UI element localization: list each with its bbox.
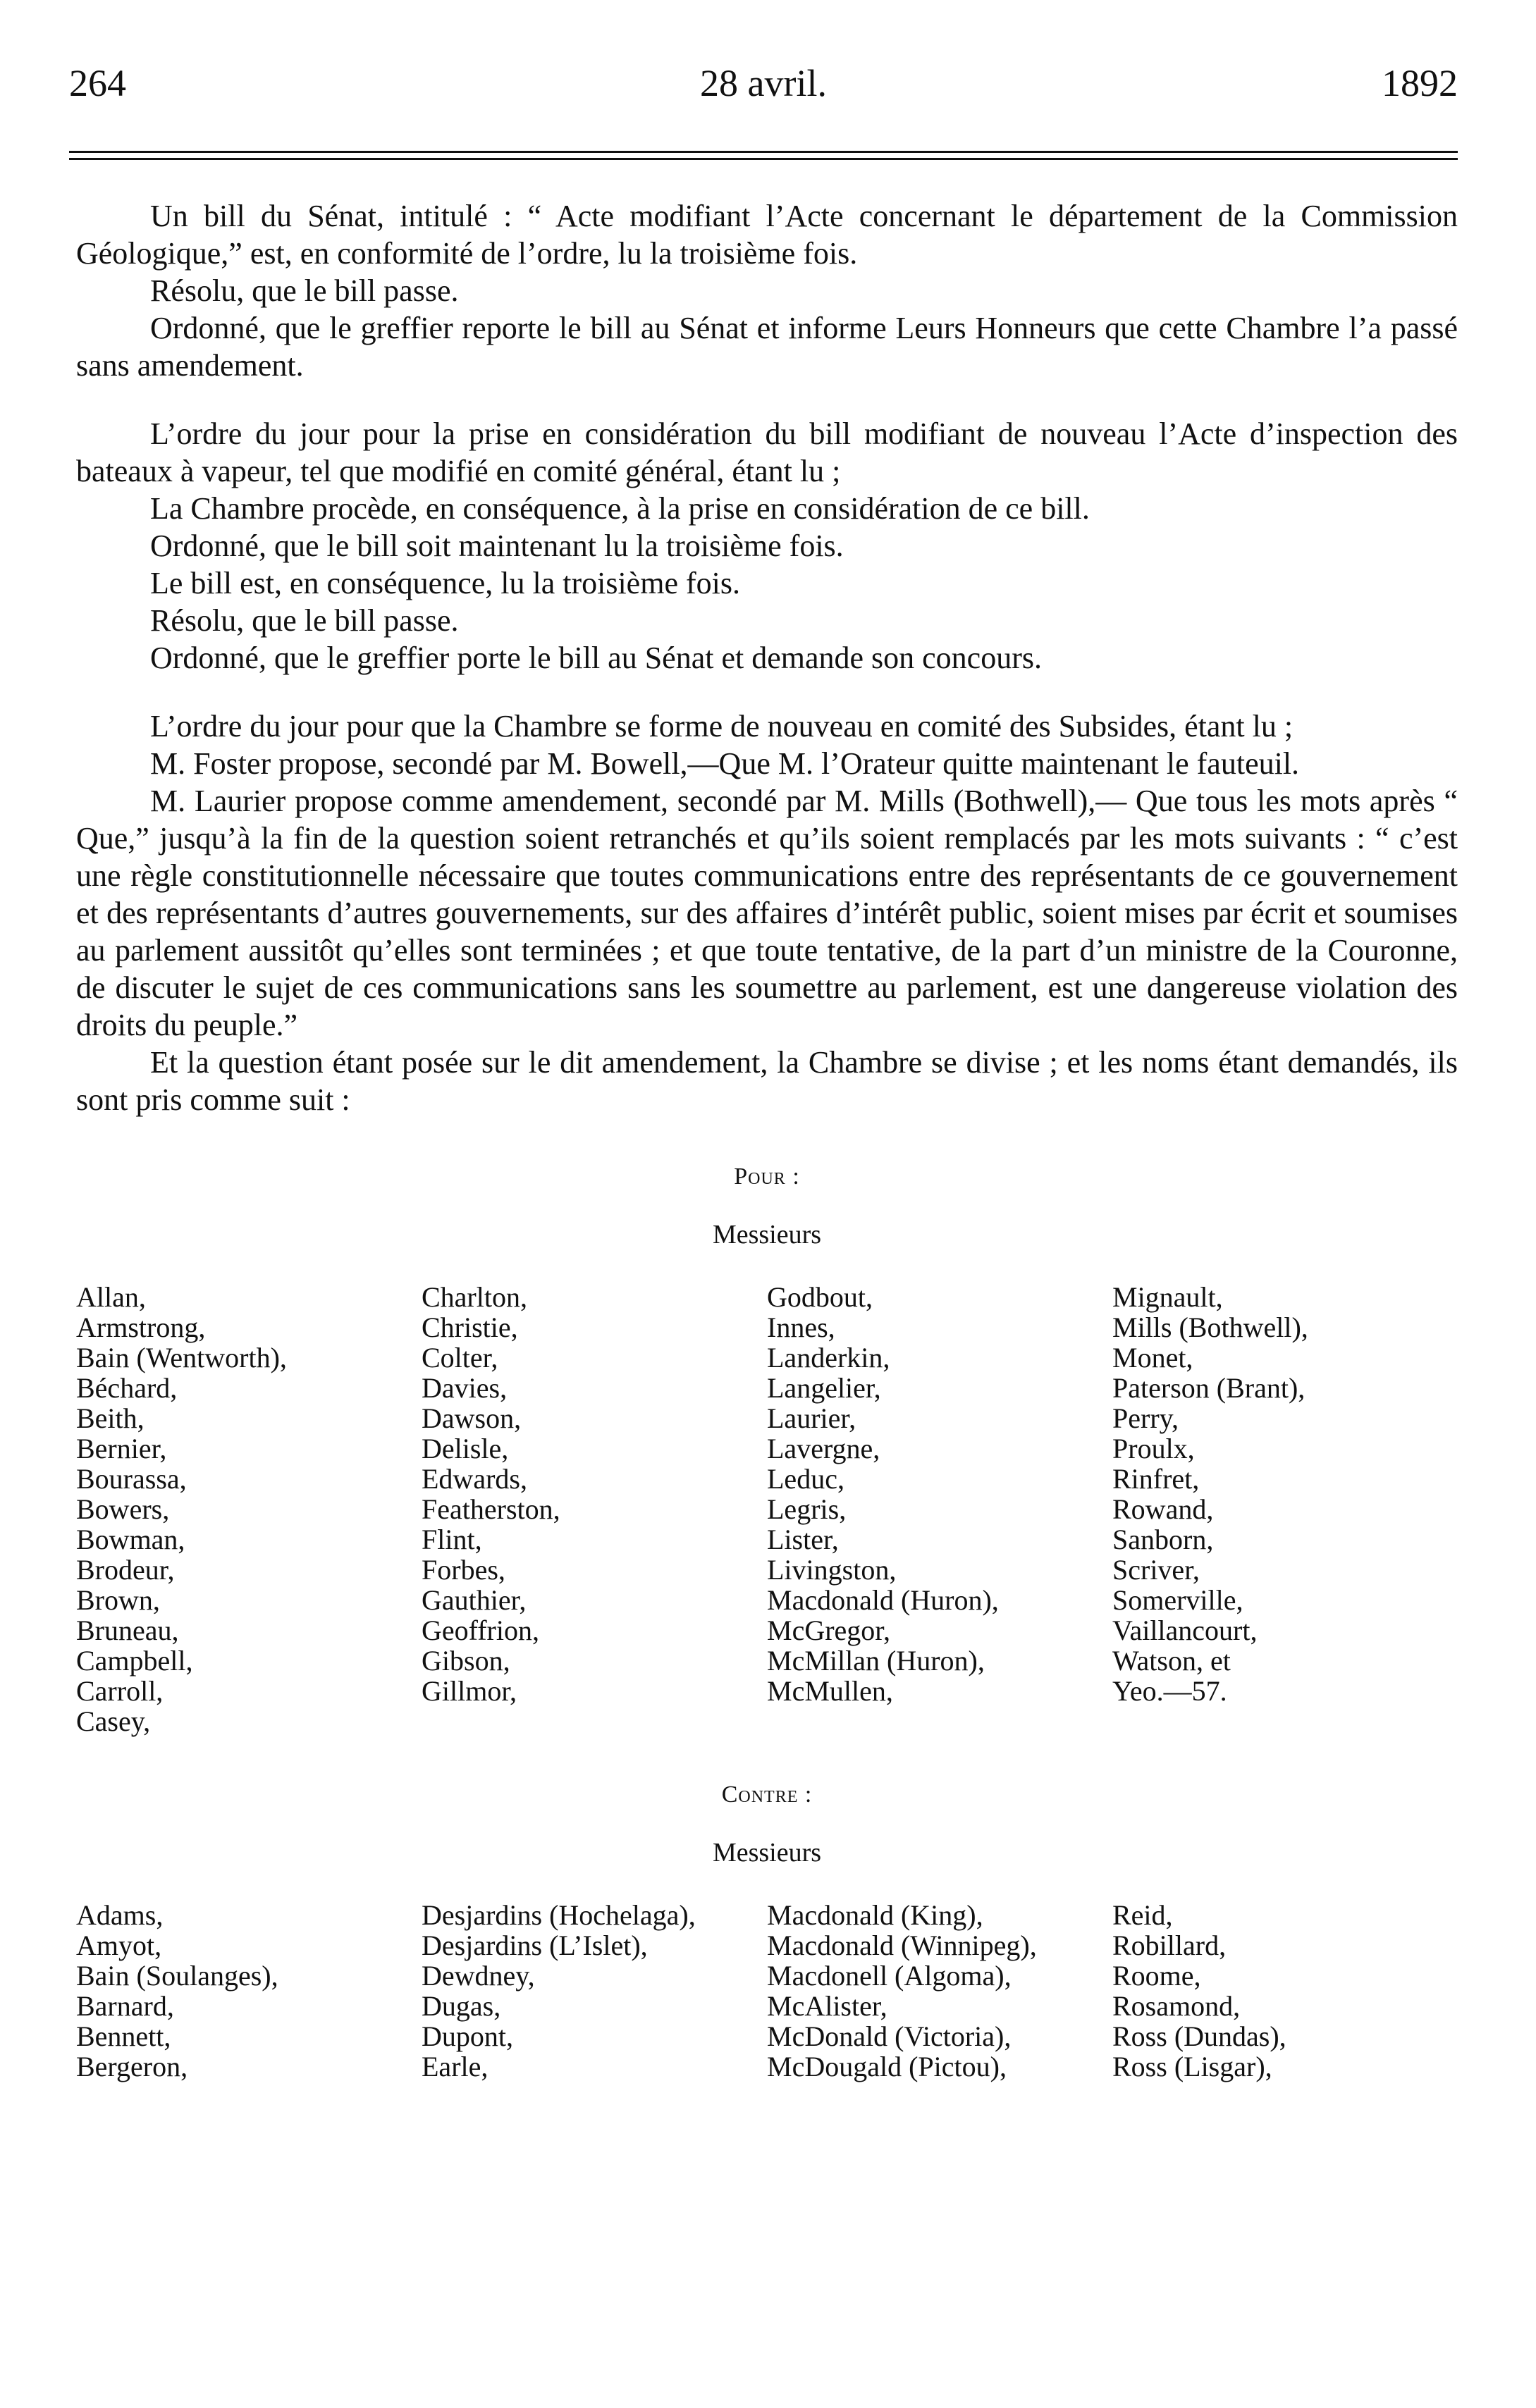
member-name: Edwards, [422,1463,527,1495]
member-name: Gillmor, [422,1675,517,1707]
page-header [69,55,1458,111]
header-rule-top [69,151,1458,153]
member-name: Dugas, [422,1990,501,2022]
member-name: Somerville, [1112,1584,1243,1616]
member-name: Dupont, [422,2020,513,2052]
page-number: 264 [69,62,126,104]
paragraph-resolution: Résolu, que le bill passe. [150,273,459,308]
member-name: Innes, [767,1311,835,1343]
member-name: Macdonald (Huron), [767,1584,999,1616]
member-name: Bennett, [76,2020,171,2052]
member-name: Amyot, [76,1930,162,1961]
member-name: Laurier, [767,1402,856,1434]
paragraph-division: Et la question étant posée sur le dit amendement, la Chambre se divise ; et les noms étant demandés, ils sont pris comme suit : [76,1045,1458,1117]
member-name: Allan, [76,1281,146,1313]
member-name: McGregor, [767,1614,890,1646]
paragraph-senate-bill: Un bill du Sénat, intitulé : “ Acte modifiant l’Acte concernant le département de la Commission Géologique,” est, en conformité de l’ordre, lu la troisième fois. [76,199,1458,271]
member-name: Perry, [1112,1402,1179,1434]
member-name: Lavergne, [767,1433,880,1464]
member-name: Bain (Wentworth), [76,1342,287,1373]
paragraph-order: Ordonné, que le greffier reporte le bill au Sénat et informe Leurs Honneurs que cette Chambre l’a passé sans amendement. [76,311,1458,383]
header-rule-bottom [69,158,1458,160]
member-name: Bourassa, [76,1463,187,1495]
member-name: Reid, [1112,1899,1173,1931]
contre-column [76,1900,422,2082]
pour-names [76,1282,1458,1736]
member-name: McMullen, [767,1675,893,1707]
member-name: Gibson, [422,1645,510,1677]
page-year: 1892 [1382,62,1458,104]
member-name: Campbell, [76,1645,193,1677]
member-name: Desjardins (Hochelaga), [422,1899,696,1931]
contre-column [1112,1900,1458,2082]
contre-subheading: Messieurs [712,1838,822,1867]
member-name: Macdonald (Winnipeg), [767,1930,1037,1961]
paragraph-order-of-day: L’ordre du jour pour que la Chambre se forme de nouveau en comité des Subsides, étant lu ; [150,709,1294,743]
member-name: Rosamond, [1112,1990,1241,2022]
member-name: Macdonell (Algoma), [767,1960,1012,1992]
paragraph-reading: Le bill est, en conséquence, lu la troisième fois. [150,566,740,600]
paragraph-procedure: La Chambre procède, en conséquence, à la prise en considération de ce bill. [150,491,1090,526]
member-name: Armstrong, [76,1311,206,1343]
member-name: Rinfret, [1112,1463,1200,1495]
member-name: Mignault, [1112,1281,1223,1313]
member-name: Proulx, [1112,1433,1195,1464]
paragraph-order: Ordonné, que le greffier porte le bill au Sénat et demande son concours. [150,641,1042,675]
journal-body [76,197,1458,2082]
member-name: Flint, [422,1524,482,1555]
member-name: Featherston, [422,1493,560,1525]
member-name: Casey, [76,1705,151,1737]
member-name: Godbout, [767,1281,873,1313]
member-name: Livingston, [767,1554,897,1586]
member-name: Ross (Lisgar), [1112,2051,1272,2082]
member-name: Geoffrion, [422,1614,539,1646]
member-name: Beith, [76,1402,145,1434]
member-name: Scriver, [1112,1554,1200,1586]
pour-heading: Pour : [734,1163,800,1190]
paragraph-amendment: M. Laurier propose comme amendement, secondé par M. Mills (Bothwell),— Que tous les mots après “ Que,” jusqu’à la fin de la question soient retranchés et qu’ils soient remplacés par les mots suivants : “ c’est une règle constitutionnelle nécessaire que toutes communications entre des représentants de ce gouvernement et des représentants d’autres gouvernements, sur des affaires d’intérêt public, soient mises par écrit et soumises au parlement aussitôt qu’elles sont terminées ; et que toute tentative, de la part d’un ministre de la Couronne, de discuter le sujet de ces communications sans les soumettre au parlement, est une dangereuse violation des droits du peuple.” [76,784,1458,1042]
member-name: Langelier, [767,1372,881,1404]
member-name: Robillard, [1112,1930,1227,1961]
member-name: Monet, [1112,1342,1193,1373]
paragraph-motion: M. Foster propose, secondé par M. Bowell,—Que M. l’Orateur quitte maintenant le fauteuil. [150,746,1300,781]
member-name: Carroll, [76,1675,164,1707]
member-name: Christie, [422,1311,518,1343]
paragraph-order-of-day: L’ordre du jour pour la prise en considération du bill modifiant de nouveau l’Acte d’inspection des bateaux à vapeur, tel que modifié en comité général, étant lu ; [76,416,1458,488]
member-name: Vaillancourt, [1112,1614,1258,1646]
member-name: Earle, [422,2051,489,2082]
member-name: Charlton, [422,1281,527,1313]
member-name: Gauthier, [422,1584,527,1616]
member-name: Landerkin, [767,1342,890,1373]
member-name: Roome, [1112,1960,1201,1992]
pour-column [76,1282,422,1736]
contre-column [422,1900,767,2082]
member-name: Watson, et [1112,1645,1231,1677]
contre-names [76,1900,1458,2082]
member-name: Davies, [422,1372,508,1404]
member-name: McAlister, [767,1990,887,2022]
paragraph-order: Ordonné, que le bill soit maintenant lu la troisième fois. [150,529,844,563]
member-name: Bernier, [76,1433,167,1464]
pour-column [767,1282,1112,1736]
member-name: Bowman, [76,1524,185,1555]
member-name: Mills (Bothwell), [1112,1311,1308,1343]
pour-subheading: Messieurs [712,1220,822,1249]
member-name: Paterson (Brant), [1112,1372,1305,1404]
paragraph-resolution: Résolu, que le bill passe. [150,603,459,638]
member-name: Desjardins (L’Islet), [422,1930,648,1961]
member-name: McMillan (Huron), [767,1645,985,1677]
pour-column [422,1282,767,1736]
member-name: Yeo.—57. [1112,1675,1227,1707]
member-name: Dawson, [422,1402,522,1434]
contre-column [767,1900,1112,2082]
member-name: Forbes, [422,1554,505,1586]
member-name: Lister, [767,1524,839,1555]
member-name: Leduc, [767,1463,844,1495]
member-name: Rowand, [1112,1493,1214,1525]
member-name: Bruneau, [76,1614,179,1646]
member-name: Legris, [767,1493,847,1525]
member-name: Adams, [76,1899,164,1931]
member-name: Béchard, [76,1372,178,1404]
pour-column [1112,1282,1458,1736]
member-name: Barnard, [76,1990,174,2022]
member-name: Dewdney, [422,1960,535,1992]
member-name: Bergeron, [76,2051,188,2082]
member-name: Colter, [422,1342,498,1373]
member-name: Sanborn, [1112,1524,1214,1555]
member-name: Bain (Soulanges), [76,1960,278,1992]
member-name: Bowers, [76,1493,170,1525]
member-name: McDougald (Pictou), [767,2051,1007,2082]
member-name: Brown, [76,1584,160,1616]
contre-heading: Contre : [721,1782,813,1808]
member-name: McDonald (Victoria), [767,2020,1012,2052]
member-name: Delisle, [422,1433,509,1464]
member-name: Macdonald (King), [767,1899,983,1931]
member-name: Ross (Dundas), [1112,2020,1286,2052]
page-date: 28 avril. [700,62,827,104]
member-name: Brodeur, [76,1554,175,1586]
